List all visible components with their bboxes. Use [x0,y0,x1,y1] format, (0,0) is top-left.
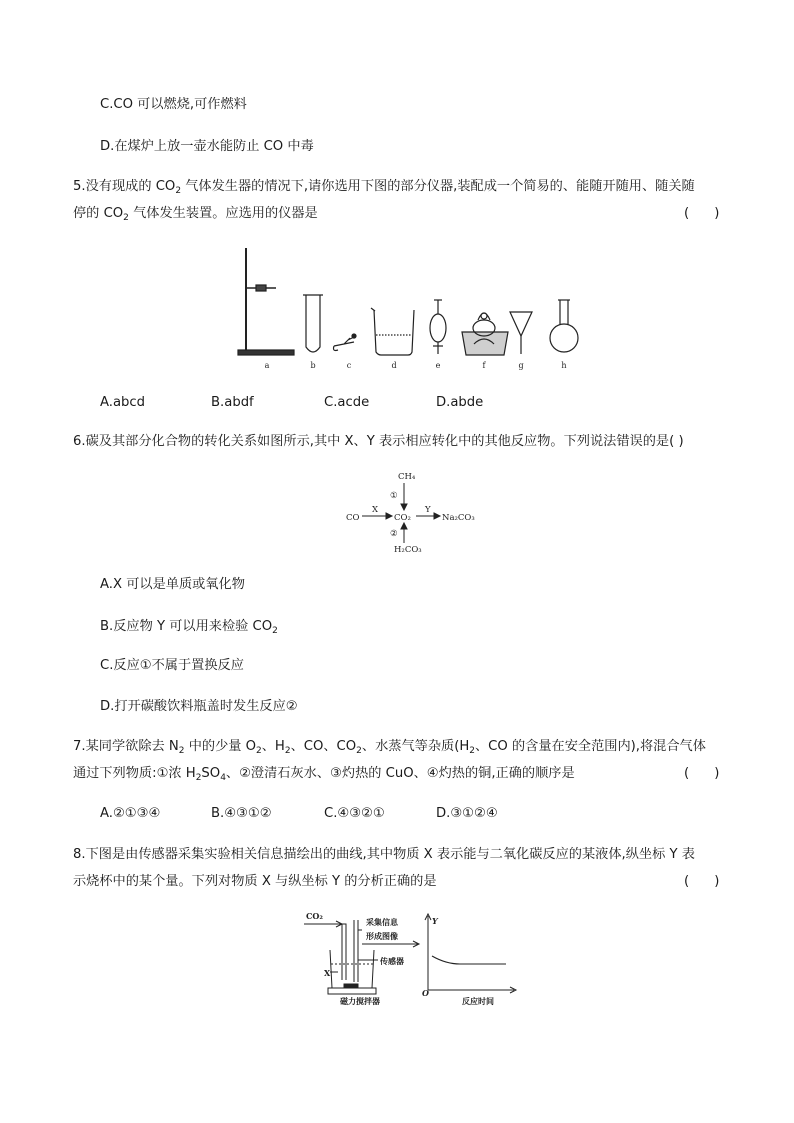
q8-answer-paren: ( ) [684,874,720,889]
q5-option-c[interactable]: C.acde [324,395,370,410]
fig-label-a: a [264,361,270,370]
fig8-x: X [324,968,331,978]
fig8-form: 形成图像 [366,931,398,941]
q6-option-c[interactable]: C.反应①不属于置换反应 [100,658,244,673]
diagram-co: CO [346,513,360,523]
q5-apparatus-figure [230,240,590,372]
fig-label-f: f [482,361,486,370]
q5-answer-paren: ( ) [684,206,720,221]
q7-option-b[interactable]: B.④③①② [211,806,272,821]
fig8-co2: CO₂ [306,911,323,921]
q7-option-a[interactable]: A.②①③④ [100,806,161,821]
fig8-sensor: 传感器 [380,956,404,966]
fig-label-g: g [518,361,524,370]
option-d-prev: D.在煤炉上放一壶水能防止 CO 中毒 [100,139,314,154]
q5-stem-line2: 停的 $CO_2$ 气体发生装置。应选用的仪器是 [73,206,318,223]
fig8-stirrer: 磁力搅拌器 [340,996,380,1006]
diagram-na2co3: Na₂CO₃ [442,513,475,523]
fig8-collect: 采集信息 [366,917,398,927]
q7-option-d[interactable]: D.③①②④ [436,806,498,821]
fig-label-e: e [435,361,441,370]
fig8-origin: O [422,988,429,998]
q5-stem-line1: 5.没有现成的 $CO_2$ 气体发生器的情况下,请你选用下图的部分仪器,装配成一个简易的、能随开随用、随关随 [73,179,695,196]
q7-option-c[interactable]: C.④③②① [324,806,385,821]
q8-sensor-figure [300,908,520,1008]
q7-stem-line1: 7.某同学欲除去 $N_2$ 中的少量 $O_2$、$H_2$、CO、$CO_2$、水蒸气等杂质($H_2$、CO 的含量在安全范围内),将混合气体 [73,739,706,756]
q6-option-b[interactable]: B.反应物 Y 可以用来检验 $CO_2$ [100,619,278,636]
q6-stem: 6.碳及其部分化合物的转化关系如图所示,其中 X、Y 表示相应转化中的其他反应物。下列说法错误的是( ) [73,434,684,449]
diagram-h2co3: H₂CO₃ [394,545,422,555]
q5-option-b[interactable]: B.abdf [211,395,254,410]
option-c-prev: C.CO 可以燃烧,可作燃料 [100,97,247,112]
fig8-y-axis: Y [432,916,438,926]
q7-answer-paren: ( ) [684,766,720,781]
fig-label-c: c [346,361,352,370]
diagram-co2: CO₂ [394,513,411,523]
fig-label-b: b [310,361,316,370]
fig-label-h: h [561,361,567,370]
q6-option-d[interactable]: D.打开碳酸饮料瓶盖时发生反应② [100,699,298,714]
fig-label-d: d [391,361,397,370]
q6-conversion-diagram [338,468,488,556]
q6-option-a[interactable]: A.X 可以是单质或氧化物 [100,577,245,592]
q7-stem-line2: 通过下列物质:①浓 $H_2SO_4$、②澄清石灰水、③灼热的 CuO、④灼热的铜,正确的顺序是 [73,766,575,783]
diagram-circled-1: ① [390,491,398,501]
diagram-ch4: CH₄ [398,472,416,482]
q5-option-d[interactable]: D.abde [436,395,484,410]
q5-option-a[interactable]: A.abcd [100,395,146,410]
fig8-x-axis: 反应时间 [462,996,494,1006]
diagram-y: Y [425,505,431,515]
q8-stem-line1: 8.下图是由传感器采集实验相关信息描绘出的曲线,其中物质 X 表示能与二氧化碳反应的某液体,纵坐标 Y 表 [73,847,695,862]
diagram-x: X [372,505,379,515]
q8-stem-line2: 示烧杯中的某个量。下列对物质 X 与纵坐标 Y 的分析正确的是 [73,874,437,889]
diagram-circled-2: ② [390,529,398,539]
